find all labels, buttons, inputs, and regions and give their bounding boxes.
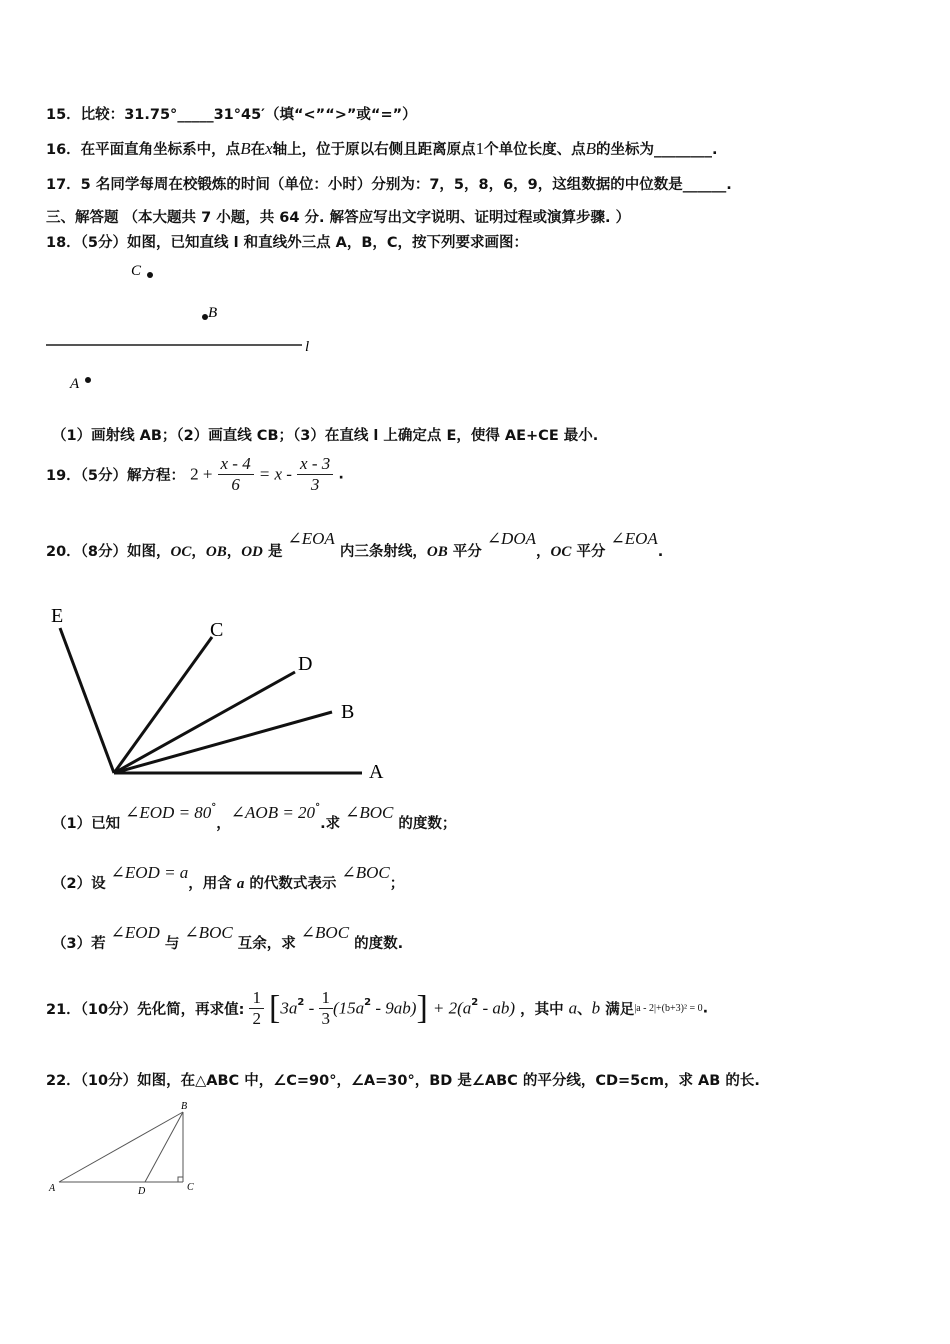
question-18-tasks: （1）画射线 AB；（2）画直线 CB；（3）在直线 l 上确定点 E，使得 AE+CE 最小. [52,428,599,444]
question-18: 18．（5分）如图，已知直线 l 和直线外三点 A，B，C，按下列要求画图： [46,235,529,251]
ray-OE [60,628,114,773]
right-angle-mark [178,1177,183,1182]
figure-q18 [40,255,340,400]
section-heading: 三、解答题 （本大题共 7 小题，共 64 分. 解答应写出文字说明、证明过程或演算步骤. ） [46,210,631,226]
label-C: C [210,619,224,641]
label-B: B [208,305,218,321]
question-22: 22．（10分）如图，在△ABC 中，∠C=90°，∠A=30°，BD 是∠ABC 的平分线，CD=5cm，求 AB 的长. [46,1073,760,1089]
ray-OB [114,712,332,773]
figure-q22 [45,1098,215,1198]
label-A: A [70,376,80,392]
answer-blank[interactable]: _____ [177,107,214,123]
label-l: l [305,339,310,355]
question-17: 17．5 名同学每周在校锻炼的时间（单位：小时）分别为：7，5，8，6，9，这组数据的中位数是______. [46,177,732,193]
label-A: A [369,761,384,783]
question-20-part-2: （2）设 ∠EOD = a，用含 a 的代数式表示 ∠BOC； [52,863,405,892]
point-C [147,272,153,278]
label-A: A [49,1183,56,1194]
label-D: D [298,653,313,675]
question-16: 16．在平面直角坐标系中，点B在x轴上，位于原以右侧且距离原点1个单位长度、点B的坐标为________. [46,139,718,158]
ray-OC [114,637,212,773]
figure-q20 [40,600,400,790]
question-21: 21．（10分）先化简，再求值: $\frac{1}{2}$ [$3a^2$ - $\frac{1}{3}$ $(15a^2 - 9ab)] + 2(a^2 - ab)$ ，其中 a、b 满足|a - 2|+(b+3)² = 0. [46,988,709,1028]
ray-OD [114,672,295,773]
question-20: 20．（8分）如图，OC，OB，OD 是 ∠EOA 内三条射线，OB 平分 ∠DOA，OC 平分 ∠EOA. [46,529,664,560]
label-C: C [131,263,142,279]
point-A [85,377,91,383]
label-D: D [138,1186,146,1197]
label-B: B [341,701,355,723]
label-B: B [181,1101,188,1112]
question-20-part-1: （1）已知 ∠EOD = 80°，∠AOB = 20°.求 ∠BOC 的度数； [52,802,457,832]
label-C: C [187,1182,194,1193]
question-19: 19．（5分）解方程： 2 + $\frac{x - 4}{6}$ = x - $\frac{x - 3}{3}$ . [46,454,344,494]
question-20-part-3: （3）若 ∠EOD 与 ∠BOC 互余，求 ∠BOC 的度数. [52,923,404,952]
label-E: E [51,605,64,627]
question-15: 15．比较：31.75°_____31°45′（填“<”“>”或“=”） [46,107,417,123]
